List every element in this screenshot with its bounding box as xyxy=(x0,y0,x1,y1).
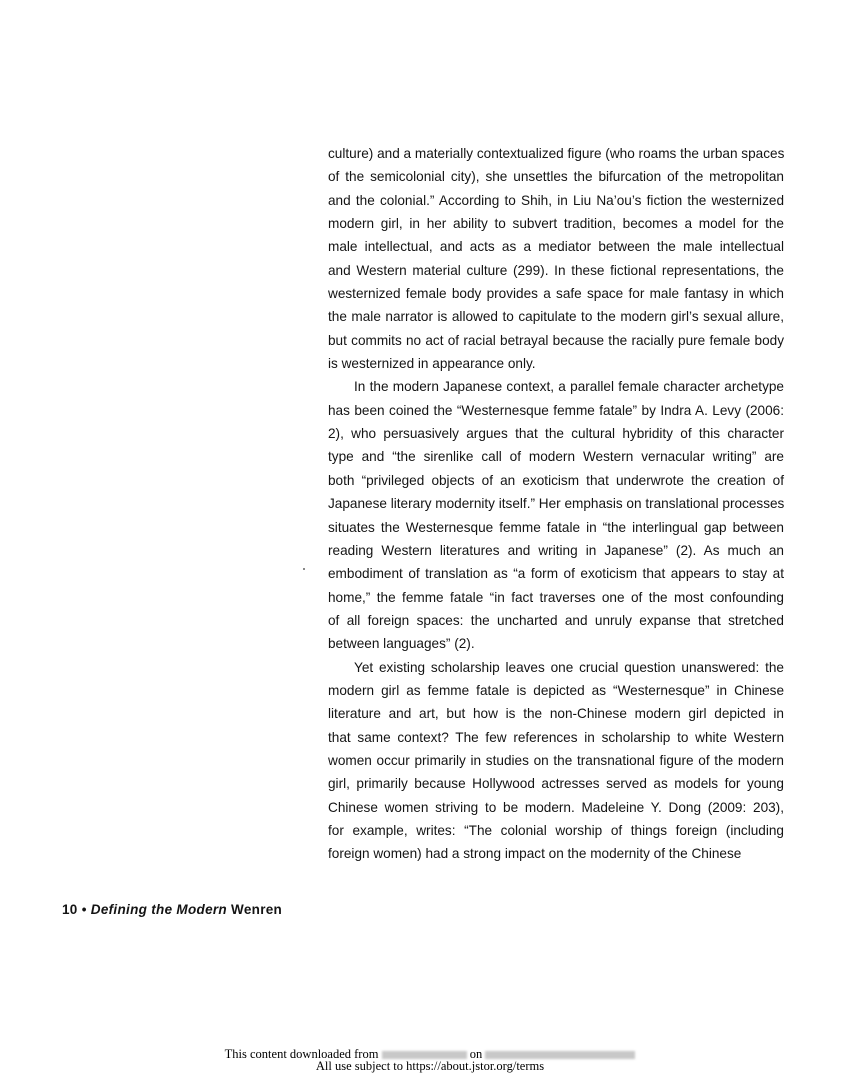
text-line: type and “the sirenlike call of modern Western vernacular writing” are xyxy=(328,449,784,465)
text-line: of the semicolonial city), she unsettles the bifurcation of the metropolitan xyxy=(328,169,784,185)
text-line: for example, writes: “The colonial worship of things foreign (including xyxy=(328,822,784,838)
text-line: women occur primarily in studies on the transnational figure of the modern xyxy=(328,752,784,768)
text-line: of all foreign spaces: the uncharted and unruly expanse that stretched xyxy=(328,612,784,628)
text-line: westernized female body provides a safe space for male fantasy in which xyxy=(328,286,784,302)
text-line: modern girl as femme fatale is depicted as “Westernesque” in Chinese xyxy=(328,682,784,698)
body-text xyxy=(328,142,784,866)
text-line: In the modern Japanese context, a parallel female character archetype xyxy=(354,379,784,395)
running-footer xyxy=(62,902,282,917)
text-line: but commits no act of racial betrayal because the racially pure female body xyxy=(328,332,784,348)
text-line: and Western material culture (299). In these fictional representations, the xyxy=(328,262,784,278)
book-title-roman: Wenren xyxy=(231,902,283,917)
text-line: girl, primarily because Hollywood actresses served as models for young xyxy=(328,776,784,792)
text-line: Chinese women striving to be modern. Madeleine Y. Dong (2009: 203), xyxy=(328,799,784,815)
download-prefix: This content downloaded from xyxy=(224,1047,379,1061)
text-line: male intellectual, and acts as a mediator between the male intellectual xyxy=(328,239,784,255)
text-line: is westernized in appearance only. xyxy=(328,356,536,372)
text-line: home,” the femme fatale “in fact traverses one of the most confounding xyxy=(328,589,784,605)
redacted-ip xyxy=(382,1051,467,1059)
text-line: Japanese literary modernity itself.” Her emphasis on translational processes xyxy=(328,496,785,512)
download-notice xyxy=(0,1048,860,1060)
text-line: situates the Westernesque femme fatale in “the interlingual gap between xyxy=(328,519,784,535)
text-line: embodiment of translation as “a form of exoticism that appears to stay at xyxy=(328,566,784,582)
text-line: Yet existing scholarship leaves one crucial question unanswered: the xyxy=(354,659,784,675)
text-line: reading Western literatures and writing in Japanese” (2). As much an xyxy=(328,542,784,558)
page-number: 10 xyxy=(62,902,78,917)
text-line: the male narrator is allowed to capitulate to the modern girl’s sexual allure, xyxy=(328,309,784,325)
text-line: and the colonial.” According to Shih, in Liu Na’ou’s fiction the westernized xyxy=(328,192,784,208)
text-line: foreign women) had a strong impact on the modernity of the Chinese xyxy=(328,846,742,862)
redacted-date xyxy=(485,1051,635,1059)
on-word: on xyxy=(469,1047,483,1061)
text-line: 2), who persuasively argues that the cultural hybridity of this character xyxy=(328,426,784,442)
text-line: culture) and a materially contextualized figure (who roams the urban spaces xyxy=(328,146,785,161)
text-line: has been coined the “Westernesque femme fatale” by Indra A. Levy (2006: xyxy=(328,402,784,418)
text-line: modern girl, in her ability to subvert tradition, becomes a model for the xyxy=(328,216,784,232)
text-line: literature and art, but how is the non-Chinese modern girl depicted in xyxy=(328,706,784,722)
terms-notice: All use subject to https://about.jstor.org/terms xyxy=(315,1059,545,1073)
book-title-italic: Defining the Modern xyxy=(90,902,227,917)
text-line: both “privileged objects of an exoticism that underwrote the creation of xyxy=(328,472,784,488)
text-line: between languages” (2). xyxy=(328,636,475,652)
jstor-footer xyxy=(0,1048,860,1072)
bullet: • xyxy=(81,902,87,917)
margin-mark xyxy=(303,568,305,570)
text-line: that same context? The few references in scholarship to white Western xyxy=(328,729,784,745)
